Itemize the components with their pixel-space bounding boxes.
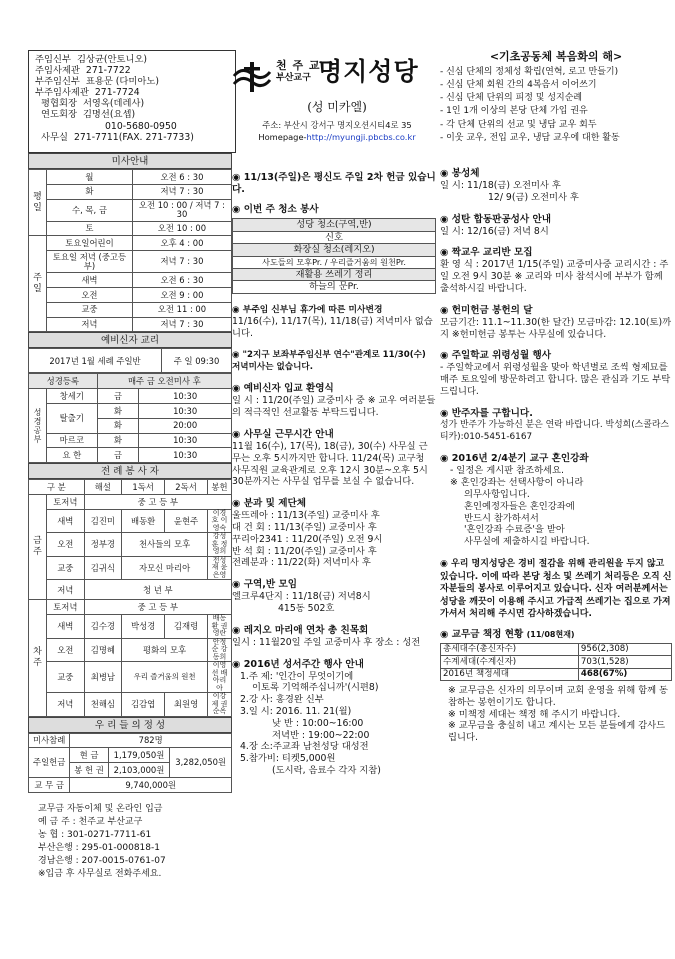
table-header: 봉헌 <box>208 480 232 495</box>
notice-body: 일 시 : 11/20(주일) 교중미사 중 ※ 교우 여러분들의 적극적인 선교활동 부탁드립니다. <box>232 395 436 419</box>
staff-label: 평협회장 <box>41 98 77 110</box>
table-row <box>29 533 232 557</box>
table-cell: 토저녁 <box>47 494 85 509</box>
table-row <box>441 668 672 680</box>
staff-row <box>35 54 235 65</box>
catechumen-table <box>28 348 232 373</box>
notice-title: ◉ 구역,반 모임 <box>232 579 436 591</box>
notice-cleaning-appeal <box>440 558 672 621</box>
bank-line: 부산은행 : 295-01-000818-1 <box>38 842 160 853</box>
table-cell: 평화의 모후 <box>122 638 208 662</box>
notice-cleaning <box>232 204 436 294</box>
offering-table <box>28 733 232 793</box>
table-cell: 화 <box>97 403 139 418</box>
table-cell: 오전 10 : 00 <box>132 221 231 236</box>
this-week-label: 금주 <box>29 494 47 599</box>
table-cell: 신호 <box>233 231 436 244</box>
staff-row <box>35 65 235 76</box>
notice-line: ※ 미책정 세대는 책정 해 주시기 바랍니다. <box>448 708 621 720</box>
notice-mass-change <box>232 304 436 340</box>
table-cell: 교중 <box>47 302 133 317</box>
table-cell: 배동환 <box>122 509 165 533</box>
table-cell: 468(67%) <box>578 668 671 680</box>
staff-row <box>35 87 235 98</box>
table-row <box>29 349 232 373</box>
notice-body: 성가 반주가 가능하신 분은 연락 바랍니다. 박성희(스콜라스티카):010-5451-6167 <box>440 419 669 442</box>
table-row <box>29 748 232 763</box>
mass-table <box>28 169 232 332</box>
notice-body: 엘크루4단지 : 11/18(금) 저녁8시 <box>232 591 371 603</box>
table-row <box>29 403 232 418</box>
table-row <box>29 509 232 533</box>
table-row <box>29 287 232 302</box>
staff-label: 사무실 <box>41 131 68 143</box>
table-row <box>29 494 232 509</box>
table-cell: 저녁 7 : 30 <box>132 317 231 332</box>
table-cell: 이영선 배아리아 <box>208 662 232 693</box>
notice-body: 11/16(수), 11/17(목), 11/18(금) 저녁미사 없습니다. <box>232 315 433 339</box>
homepage <box>232 132 442 142</box>
notice-body: - 주일학교에서 위령성월을 맞아 학년별로 조씩 형제묘를 매주 토요일에 방문하려고 합니다. 많은 관심과 기도 부탁드립니다. <box>440 362 671 397</box>
staff-label: 부주임사제관 <box>35 87 89 99</box>
middle-column <box>232 168 436 777</box>
table-cell: 새벽 <box>47 509 85 533</box>
table-cell: 최원영 <box>165 693 208 717</box>
notice-title: ◉ 사무실 근무시간 안내 <box>232 429 436 441</box>
table-cell: 토 <box>47 221 133 236</box>
table-cell: 사도들의 모후Pr. / 우리즐거움의 원천Pr. <box>233 256 436 268</box>
table-cell: 봉 헌 권 <box>70 763 108 778</box>
table-row <box>233 244 436 257</box>
tithe-status-title: 교무금 책정 현황 <box>451 628 524 640</box>
notice-line: 울뜨레아 : 11/13(주일) 교중미사 후 <box>232 510 380 522</box>
table-cell: 토요일 저녁 (중고등부) <box>47 251 133 273</box>
table-row <box>29 615 232 639</box>
notice-title: ◉ 11/13(주일)은 평신도 주일 2차 헌금 있습니다. <box>232 172 436 196</box>
staff-value: 010-5680-0950 <box>105 120 177 132</box>
right-column <box>440 168 672 744</box>
catechumen-header: 예비신자 교리 <box>28 332 232 348</box>
table-cell: 현 금 <box>70 748 108 763</box>
notice-line: '혼인강좌 수료증'을 받아 <box>464 524 565 536</box>
bible-side-label: 성경공부 <box>29 389 47 463</box>
table-cell: 오전 6 : 30 <box>132 273 231 288</box>
table-row <box>29 374 232 389</box>
table-cell: 저녁 7 : 30 <box>132 184 231 199</box>
notice-title: ◉ 봉성체 <box>440 168 672 180</box>
table-row <box>29 302 232 317</box>
table-cell: 3,282,050원 <box>170 748 232 778</box>
table-cell: 요 한 <box>47 448 98 463</box>
staff-value: 서영옥(데레사) <box>82 98 145 110</box>
table-cell: 윤현주 <box>165 509 208 533</box>
notice-second-collection <box>232 172 436 196</box>
table-cell: 10:30 <box>139 448 232 463</box>
notice-body: 일 시: 11/18(금) 오전미사 후 <box>440 180 561 191</box>
notice-title: ◉ 부주임 신부님 휴가에 따른 미사변경 <box>232 304 436 316</box>
notice-groups <box>232 498 436 569</box>
notice-line: 대 건 회 : 11/13(주일) 교중미사 후 <box>232 522 377 534</box>
notice-title: ◉ 2016년 성서주간 행사 안내 <box>232 659 436 671</box>
table-header: 해설 <box>84 480 122 495</box>
staff-row <box>35 121 235 132</box>
homepage-label: Homepage- <box>258 132 307 142</box>
next-week-label: 차주 <box>29 600 47 716</box>
table-header: 1독서 <box>122 480 165 495</box>
table-row <box>233 231 436 244</box>
table-cell: 703(1,528) <box>578 656 671 668</box>
staff-value: 271-7724 <box>94 87 140 99</box>
notice-title: ◉ "2지구 보좌부주임신부 연수"관계로 11/30(수) 저녁미사는 없습니다. <box>232 349 436 373</box>
notice-body: 일 시: 12/16(금) 저녁 8시 <box>440 225 549 237</box>
table-cell: 강성훈 정영희 <box>208 533 232 557</box>
table-cell: 중 고 등 부 <box>84 600 231 615</box>
list-item: - 신심 단체 단위의 피정 및 성지순례 <box>440 92 672 105</box>
notice-line: 사무실에 제출하시길 바랍니다. <box>464 536 590 548</box>
table-cell: 오전 <box>47 533 85 557</box>
table-cell: 천사들의 모후 <box>122 533 208 557</box>
staff-value: 271-7711(FAX. 271-7733) <box>73 131 194 143</box>
table-cell: 중 고 등 부 <box>84 494 231 509</box>
notice-line: 4.장 소:주교좌 남천성당 대성전 <box>240 741 369 753</box>
weekday-label: 평일 <box>29 170 47 236</box>
notice-line: ※ 혼인강좌는 선택사항이 아니라 <box>450 477 584 489</box>
church-name: 명지성당 <box>318 57 419 86</box>
notice-line: 2.강 사: 홍경완 신부 <box>240 694 324 706</box>
notice-district-training <box>232 349 436 373</box>
table-cell: 20:00 <box>139 418 232 433</box>
church-logo <box>232 52 442 170</box>
staff-label: 주임사제관 <box>35 65 80 77</box>
bank-line: 농 협 : 301-0271-7711-61 <box>38 829 152 840</box>
table-cell: 김귀식 <box>84 556 122 580</box>
table-cell: 새벽 <box>47 273 133 288</box>
notice-christmas-confession <box>440 214 672 238</box>
table-row <box>29 662 232 693</box>
table-cell: 956(2,308) <box>578 643 671 655</box>
table-row <box>29 433 232 448</box>
notice-line: 반 석 회 : 11/20(주일) 교중미사 후 <box>232 545 377 557</box>
table-row <box>29 480 232 495</box>
table-cell: 오전 6 : 30 <box>132 170 231 185</box>
altar-table <box>28 479 232 716</box>
bible-header: 성경등록 <box>29 374 98 389</box>
table-cell: 화 <box>47 184 133 199</box>
table-row <box>233 256 436 268</box>
table-cell: 토저녁 <box>47 600 85 615</box>
table-cell: 천해심 <box>84 693 122 717</box>
notice-body: 모금기간: 11.1~11.30(한 달간) 모금마감: 12.10(토)까지 ※헌미헌금 봉투는 사무실에 있습니다. <box>440 316 672 340</box>
table-cell: 최병남 <box>84 662 122 693</box>
bible-header-note: 매주 금 오전미사 후 <box>97 374 231 389</box>
bible-table <box>28 373 232 463</box>
table-cell: 10:30 <box>139 433 232 448</box>
notice-communion-sick <box>440 168 672 204</box>
bank-line: 예 금 주 : 천주교 부산교구 <box>38 816 143 827</box>
notice-line: 저녁반 : 19:00~22:00 <box>272 729 370 741</box>
table-cell: 화 <box>97 418 139 433</box>
table-cell: 10:30 <box>139 389 232 404</box>
table-cell: 주일헌금 <box>29 748 70 778</box>
notice-title <box>440 629 672 641</box>
notice-line: 전례분과 : 11/22(화) 저녁미사 후 <box>232 557 371 569</box>
notice-line: 이토록 기억해주십니까'(시편8) <box>252 682 379 694</box>
notice-rice-offering <box>440 305 672 341</box>
staff-row <box>35 109 235 120</box>
staff-box <box>28 50 236 153</box>
notice-line: ※ 교무금을 충실히 내고 계시는 모든 분들에게 감사드립니다. <box>448 720 666 744</box>
bank-line: ※입금 후 사무실로 전화주세요. <box>38 868 162 879</box>
notice-title: ◉ 짝교우 교리반 모집 <box>440 247 672 259</box>
table-row <box>29 236 232 251</box>
tithe-quota-table <box>440 643 672 681</box>
table-row <box>29 580 232 600</box>
table-cell: 토요일어린이 <box>47 236 133 251</box>
notice-district-meeting <box>232 579 436 615</box>
table-row <box>29 448 232 463</box>
staff-label: 주임신부 <box>35 54 71 65</box>
list-item: - 신심 단체의 정체성 확립(연혁, 로고 만들기) <box>440 66 672 79</box>
table-cell: 오전 9 : 00 <box>132 287 231 302</box>
table-row <box>29 184 232 199</box>
table-cell: 배동환 권영란 <box>208 615 232 639</box>
notice-partner-class <box>440 247 672 294</box>
notice-line: 1.주 제: '인간이 무엇이기에 <box>240 670 354 682</box>
notice-line: 5.참가비: 티켓5,000원 <box>240 753 336 765</box>
table-cell: 안정순 강동희 <box>208 638 232 662</box>
table-row <box>29 389 232 404</box>
table-cell: 김명혜 <box>84 638 122 662</box>
table-cell: 금 <box>97 389 139 404</box>
staff-value: 김상균(안토니오) <box>76 54 148 65</box>
bank-info <box>28 793 232 881</box>
table-cell: 2017년 1월 세례 주일반 <box>29 349 162 373</box>
list-item: - 1인 1개 이상의 본당 단체 가입 권유 <box>440 105 672 118</box>
notice-body: 11월 16(수), 17(목), 18(금), 30(수) 사무실 근무는 오후 5시까지만 합니다. 11/24(목) 교구청 사무직원 교육관계로 오후 12시 30분~오후 5시 30분까지는 사무실 업무를 보실 수 없습니다. <box>232 441 428 488</box>
notice-welcome-ceremony <box>232 383 436 419</box>
notice-body: 일시 : 11월20일 주일 교중미사 후 장소 : 성전 <box>232 636 421 648</box>
notice-body: 환 영 식 : 2017년 1/15(주일) 교중미사중 교리시간 : 주일 오전 9시 30분 ※ 교리와 미사 참석시에 부부가 함께 출석하시길 바랍니다. <box>440 259 669 294</box>
table-row <box>233 219 436 232</box>
table-cell: 1,179,050원 <box>108 748 170 763</box>
notice-legio <box>232 625 436 649</box>
patron-saint: (성 미카엘) <box>307 100 367 114</box>
table-cell: 2,103,000원 <box>108 763 170 778</box>
notice-title: ◉ 2016년 2/4분기 교구 혼인강좌 <box>440 453 672 465</box>
table-cell: 주 일 09:30 <box>162 349 232 373</box>
notice-line: (도시락, 음료수 각자 지참) <box>272 765 381 777</box>
staff-label: 연도회장 <box>41 109 77 121</box>
table-row <box>29 317 232 332</box>
notice-title: ◉ 분과 및 제단체 <box>232 498 436 510</box>
table-cell: 오전 <box>47 287 133 302</box>
table-cell: 금 <box>97 448 139 463</box>
table-cell: 저녁 <box>47 693 85 717</box>
notice-accompanist <box>440 408 672 444</box>
table-cell: 김수경 <box>84 615 122 639</box>
table-cell: 화장실 청소(레지오) <box>233 244 436 257</box>
table-cell: 새벽 <box>47 615 85 639</box>
table-header: 구 분 <box>29 480 85 495</box>
notice-line: ※ 교무금은 신자의 의무이며 교회 운영을 위해 함께 동참하는 봉헌이기도 합니다. <box>448 685 669 708</box>
left-column <box>28 153 232 881</box>
notice-line: 혼인예정자들은 혼인강좌에 <box>464 500 575 512</box>
notice-office-hours <box>232 429 436 488</box>
table-cell: 저녁 <box>47 580 85 600</box>
staff-value: 표용문 (다미아노) <box>85 76 159 88</box>
notice-title: ◉ 성탄 합동판공성사 안내 <box>440 214 672 226</box>
staff-value: 271-7722 <box>85 65 131 77</box>
table-cell: 오후 4 : 00 <box>132 236 231 251</box>
table-row <box>29 273 232 288</box>
table-cell: 오전 10 : 00 / 저녁 7 : 30 <box>132 199 231 221</box>
table-cell: 탈출기 <box>47 403 98 433</box>
notice-line: 꾸리아2341 : 11/20(주일) 오전 9시 <box>232 533 383 545</box>
list-item: - 각 단체 단위의 선교 및 냉담 교우 회두 <box>440 119 672 132</box>
table-cell: 박성경 <box>122 615 165 639</box>
logo-sub-diocese: 부산교구 <box>276 73 311 83</box>
list-item: - 신심 단체 회원 간의 4복음서 이어쓰기 <box>440 79 672 92</box>
table-cell: 정부경 <box>84 533 122 557</box>
homepage-link[interactable]: http://myungji.pbcbs.co.kr <box>306 132 416 142</box>
table-row <box>29 170 232 185</box>
offering-header: 우 리 들 의 정 성 <box>28 717 232 733</box>
table-cell: 전성재 윤은영 <box>208 556 232 580</box>
staff-value: 김명선(요셉) <box>82 109 136 121</box>
table-cell: 김재령 <box>165 615 208 639</box>
table-cell: 수계세대(수계신자) <box>441 656 579 668</box>
year-theme-title: <기초공동체 복음화의 해> <box>489 50 623 63</box>
church-address: 주소: 부산시 강서구 명지오션시티4로 35 <box>262 120 412 130</box>
table-row <box>441 656 672 668</box>
staff-label: 부주임신부 <box>35 76 80 88</box>
table-cell: 김감엽 <box>122 693 165 717</box>
table-cell: 이경호 이영숙 <box>208 509 232 533</box>
table-cell: 교 무 금 <box>29 777 70 792</box>
table-cell: 이강제 권순옥 <box>208 693 232 717</box>
table-row <box>29 199 232 221</box>
table-cell: 저녁 <box>47 317 133 332</box>
table-row <box>29 733 232 748</box>
table-cell: 9,740,000원 <box>70 777 232 792</box>
cleaning-table <box>232 218 436 294</box>
notice-title: ◉ 주일학교 위령성월 행사 <box>440 350 672 362</box>
sunday-label: 주일 <box>29 236 47 332</box>
year-theme-box <box>440 50 672 153</box>
list-item: - 이웃 교우, 전입 교우, 냉담 교우에 대한 활동 <box>440 132 672 145</box>
table-cell: 오전 11 : 00 <box>132 302 231 317</box>
table-cell: 오전 <box>47 638 85 662</box>
notice-bible-week <box>232 659 436 777</box>
notice-title: ◉ 헌미헌금 봉헌의 달 <box>440 305 672 317</box>
table-cell: 우리 즐거움의 원천 <box>122 662 208 693</box>
table-row <box>29 251 232 273</box>
table-cell: 월 <box>47 170 133 185</box>
table-cell: 청 년 부 <box>84 580 231 600</box>
table-cell: 화 <box>97 433 139 448</box>
tithe-status-date: (11/08현재) <box>526 629 575 639</box>
notice-line: 반드시 참가하셔서 <box>464 512 539 524</box>
notice-title: ◉ 레지오 마리애 연차 총 친목회 <box>232 625 436 637</box>
table-row <box>233 281 436 294</box>
table-row <box>29 221 232 236</box>
table-row <box>441 643 672 655</box>
table-cell: 마르코 <box>47 433 98 448</box>
logo-sub-catholic: 천 주 교 <box>276 59 321 72</box>
table-cell: 총세대수(총신자수) <box>441 643 579 655</box>
notice-title: ◉ 이번 주 청소 봉사 <box>232 204 436 216</box>
table-cell: 창세기 <box>47 389 98 404</box>
notice-title: ◉ 예비신자 입교 환영식 <box>232 383 436 395</box>
notice-title: ◉ 우리 명지성당은 경비 절감을 위해 관리원을 두지 않고 있습니다. 이에 따라 본당 청소 및 쓰레기 처리등은 오직 신자분들의 봉사로 이루어지고 있습니다. 신자 여러분께서는 성당을 깨끗이 이용해 주시고 가급적 쓰레기는 집으로 가져가셔서 처리해 주시면 감사하겠습니다. <box>440 558 672 621</box>
notice-body: 415동 502호 <box>278 603 335 615</box>
notice-line: 3.일 시: 2016. 11. 21(월) <box>240 706 352 718</box>
table-row <box>29 638 232 662</box>
bank-line: 교무금 자동이체 및 온라인 입금 <box>38 803 163 814</box>
table-cell: 재활용 쓰레기 정리 <box>233 268 436 281</box>
church-emblem-icon <box>232 60 272 94</box>
table-cell: 자모신 마리아 <box>122 556 208 580</box>
table-cell: 김진미 <box>84 509 122 533</box>
altar-header: 전 례 봉 사 자 <box>28 463 232 479</box>
table-cell: 교중 <box>47 662 85 693</box>
mass-header: 미사안내 <box>28 153 232 169</box>
notice-line: - 일정은 게시판 참조하세요. <box>450 465 564 477</box>
table-row <box>233 268 436 281</box>
table-cell: 미사참례 <box>29 733 70 748</box>
table-cell: 교중 <box>47 556 85 580</box>
notice-marriage-course <box>440 453 672 548</box>
table-header: 2독서 <box>165 480 208 495</box>
notice-line: 낮 반 : 10:00~16:00 <box>272 717 364 729</box>
table-row <box>29 556 232 580</box>
table-cell: 성당 청소(구역,반) <box>233 219 436 232</box>
table-cell: 수, 목, 금 <box>47 199 133 221</box>
staff-row <box>35 76 235 87</box>
notice-sunday-school <box>440 350 672 397</box>
table-cell: 저녁 7 : 30 <box>132 251 231 273</box>
table-row <box>29 777 232 792</box>
notice-tithe-status <box>440 629 672 744</box>
table-cell: 10:30 <box>139 403 232 418</box>
table-row <box>29 600 232 615</box>
staff-row <box>35 132 235 143</box>
table-row <box>29 693 232 717</box>
staff-row <box>35 98 235 109</box>
notice-title: ◉ 반주자를 구합니다. <box>440 408 672 420</box>
table-cell: 782명 <box>70 733 232 748</box>
notice-body: 12/ 9(금) 오전미사 후 <box>488 191 579 203</box>
table-cell: 하늘의 문Pr. <box>233 281 436 294</box>
table-cell: 2016년 책정세대 <box>441 668 579 680</box>
bank-line: 경남은행 : 207-0015-0761-07 <box>38 855 166 866</box>
year-theme-list <box>440 66 672 145</box>
notice-line: 의무사항입니다. <box>464 488 530 500</box>
